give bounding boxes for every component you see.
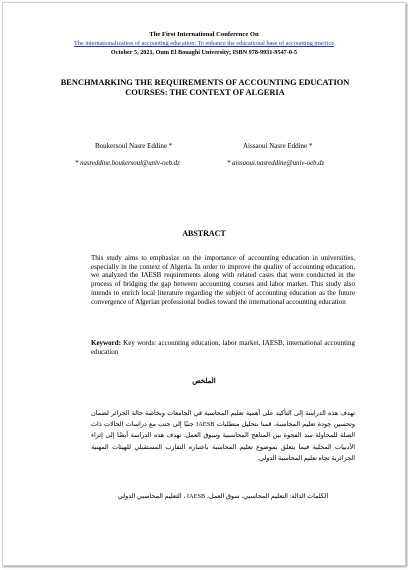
conference-date-line: October 5, 2021, Oum El Bouaghi University; ISBN 978-9931-9547-0-5 [110,49,298,56]
arabic-abstract-text: تهدف هذه الدراسة إلى التأكيد على أهمية تعليم المحاسبة في الجامعات وبخاصة حالة الجزائر لضمان وتحسين جودة تعليم المحاسبة، قمنا بتحليل متطلبات IAESB جنبًا إلى جنب مع دراسات الحالات ذات الصلة للمحاولة سد الفجوة بين المناهج المحاسبية وسوق العمل. تهدف هذه الدراسة أيضًا إلى إثراء الأدبيات المحلية فيما يتعلق بموضوع تعليم المحاسبة باعتباره التقارب المستقبلي للهيئات المهنية الجزائرية تجاه تعليم المحاسبة الدولي. [91,410,355,462]
conference-name: The First International Conference On [149,31,259,38]
paper-page [2,2,406,566]
author-email-2[interactable]: * aissaoui.nasreddine@univ-oeb.dz [227,160,325,167]
author-name-2: Aissaoui Nasre Eddine * [243,142,313,150]
conference-header [3,30,405,57]
author-email-1[interactable]: * nasreddine.boukersoul@univ-oeb.dz [75,160,180,167]
keywords-text: Key words: accounting education, labor market, IAESB, international accounting education [91,339,355,356]
keywords-paragraph [91,339,355,357]
abstract-heading: ABSTRACT [182,229,226,238]
abstract-text: This study aims to emphasize on the importance of accounting education in universities, especially in the context of Algeria. In order to improve the quality of accounting education, we analyzed the IAESB requirements along with related cases that were conducted in the process of bridging the gap between accounting courses and labor market. This study also intends to enrich local literature regarding the subject of accounting education as the future convergence of Algerian professional bodies toward the international accounting education [91,254,355,306]
author-name-1: Boukersoul Nasre Eddine * [95,142,173,150]
arabic-keywords: الكلمات الدالة: التعليم المحاسبي، سوق العمل، IAESB ، التعليم المحاسبي الدولي [117,493,329,500]
conference-subtitle-link[interactable]: The internationalization of accounting education: To enhance the educational base of accounting practice [74,40,334,47]
paper-title: BENCHMARKING THE REQUIREMENTS OF ACCOUNTING EDUCATION COURSES: THE CONTEXT OF ALGERIA [60,78,350,97]
keywords-label: Keyword: [91,339,121,347]
arabic-abstract-heading: الملخص [192,377,216,385]
